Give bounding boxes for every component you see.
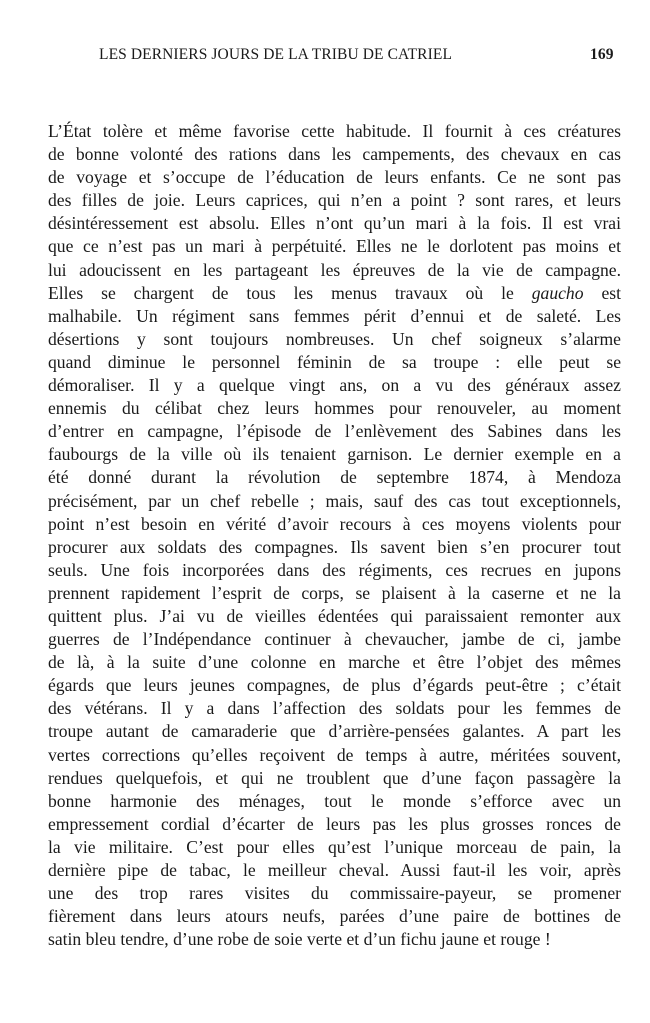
text-line xyxy=(48,235,621,258)
italic-word: gaucho xyxy=(531,282,584,303)
text-line xyxy=(48,813,621,836)
text-line-segment: guerres de l’Indépendance continuer à chevaucher, jambe de ci, jambe xyxy=(48,629,621,650)
text-line-segment: lui adoucissent en les partageant les épreuves de la vie de campagne. xyxy=(48,259,621,280)
text-line-segment: empressement cordial d’écarter de leurs pas les plus grosses ronces de xyxy=(48,813,621,834)
text-line xyxy=(48,443,621,466)
text-line-segment: des filles de joie. Leurs caprices, qui n’en a point ? sont rares, et leurs xyxy=(48,190,621,211)
text-line-segment: malhabile. Un régiment sans femmes périt d’ennui et de saleté. Les xyxy=(48,305,621,326)
text-line-segment: dernière pipe de tabac, le meilleur cheval. Aussi faut-il les voir, après xyxy=(48,860,621,880)
running-title: LES DERNIERS JOURS DE LA TRIBU DE CATRIEL xyxy=(99,46,453,63)
text-line-segment: prennent rapidement l’esprit de corps, se plaisent à la caserne et ne la xyxy=(48,582,621,603)
text-line xyxy=(48,905,621,928)
text-line-segment: est xyxy=(583,282,621,303)
text-line-segment: faubourgs de la ville où ils tenaient garnison. Le dernier exemple en a xyxy=(48,444,621,465)
text-line-segment: L’État tolère et même favorise cette habitude. Il fournit à ces créatures xyxy=(48,121,621,141)
text-line-segment: vertes corrections qu’elles reçoivent de temps à autre, méritées souvent, xyxy=(48,744,621,765)
text-line xyxy=(48,166,621,189)
text-line xyxy=(48,282,621,305)
text-line xyxy=(48,259,621,282)
text-line-segment: désintéressement est absolu. Elles n’ont qu’un mari à la fois. Il est vrai xyxy=(48,213,621,234)
text-line-segment: rendues quelquefois, et qui ne troublent que d’une façon passagère la xyxy=(48,767,621,788)
text-line xyxy=(48,859,621,882)
text-line-segment: que ce n’est pas un mari à perpétuité. Elles ne le dorlotent pas moins et xyxy=(48,236,621,257)
text-line xyxy=(48,928,621,951)
text-line-segment: de là, à la suite d’une colonne en marche et être l’objet des mêmes xyxy=(48,652,621,673)
text-line-segment: une des trop rares visites du commissaire-payeur, se promener xyxy=(48,883,621,904)
text-line xyxy=(48,790,621,813)
text-line-segment: d’entrer en campagne, l’épisode de l’enlèvement des Sabines dans les xyxy=(48,421,621,442)
text-line xyxy=(48,466,621,489)
text-line xyxy=(48,189,621,212)
text-line xyxy=(48,420,621,443)
text-line-segment: Elles se chargent de tous les menus travaux où le xyxy=(48,282,532,303)
text-line-segment: ennemis du célibat chez leurs hommes pour renouveler, au moment xyxy=(48,398,621,419)
text-line xyxy=(48,605,621,628)
text-line xyxy=(48,305,621,328)
text-line xyxy=(48,536,621,559)
text-line-segment: démoraliser. Il y a quelque vingt ans, on a vu des généraux assez xyxy=(48,375,621,396)
text-line xyxy=(48,720,621,743)
text-line-segment: égards que leurs jeunes compagnes, de plus d’égards peut-être ; c’était xyxy=(48,675,621,696)
text-line-segment: satin bleu tendre, d’une robe de soie verte et d’un fichu jaune et rouge ! xyxy=(48,929,551,950)
text-line xyxy=(48,351,621,374)
running-header xyxy=(0,46,650,70)
text-line xyxy=(48,882,621,905)
text-line xyxy=(48,397,621,420)
page-number: 169 xyxy=(590,46,614,63)
text-line-segment: été donné durant la révolution de septembre 1874, à Mendoza xyxy=(48,467,621,488)
text-line-segment: la vie militaire. C’est pour elles qu’est l’unique morceau de pain, la xyxy=(48,836,621,857)
text-line xyxy=(48,651,621,674)
text-line-segment: point n’est besoin en vérité d’avoir recours à ces moyens violents pour xyxy=(48,513,621,534)
text-line xyxy=(48,767,621,790)
text-line xyxy=(48,674,621,697)
text-line-segment: quittent plus. J’ai vu de vieilles édentées qui paraissaient remonter aux xyxy=(48,605,621,626)
text-line-segment: de voyage et s’occupe de l’éducation de leurs enfants. Ce ne sont pas xyxy=(48,167,621,188)
text-line xyxy=(48,836,621,859)
text-line-segment: bonne harmonie des ménages, tout le monde s’efforce avec un xyxy=(48,790,621,811)
text-line-segment: procurer aux soldats des compagnes. Ils savent bien s’en procurer tout xyxy=(48,536,621,557)
text-line-segment: précisément, par un chef rebelle ; mais, sauf des cas tout exceptionnels, xyxy=(48,490,621,511)
text-line xyxy=(48,582,621,605)
text-line xyxy=(48,120,621,143)
body-paragraph xyxy=(48,120,621,951)
text-line-segment: des vétérans. Il y a dans l’affection des soldats pour les femmes de xyxy=(48,698,621,719)
text-line-segment: désertions y sont toujours nombreuses. Un chef soigneux s’alarme xyxy=(48,328,621,349)
text-line xyxy=(48,212,621,235)
text-line xyxy=(48,374,621,397)
text-line xyxy=(48,628,621,651)
text-line xyxy=(48,143,621,166)
text-line xyxy=(48,697,621,720)
text-line xyxy=(48,513,621,536)
text-line xyxy=(48,328,621,351)
text-line-segment: troupe autant de camaraderie que d’arrière-pensées galantes. A part les xyxy=(48,721,621,742)
text-line-segment: de bonne volonté des rations dans les campements, des chevaux en cas xyxy=(48,144,621,165)
text-line xyxy=(48,744,621,767)
text-line-segment: seuls. Une fois incorporées dans des régiments, ces recrues en jupons xyxy=(48,559,621,580)
text-line-segment: quand diminue le personnel féminin de sa troupe : elle peut se xyxy=(48,351,621,372)
text-line xyxy=(48,490,621,513)
text-line xyxy=(48,559,621,582)
text-line-segment: fièrement dans leurs atours neufs, parées d’une paire de bottines de xyxy=(48,906,621,927)
